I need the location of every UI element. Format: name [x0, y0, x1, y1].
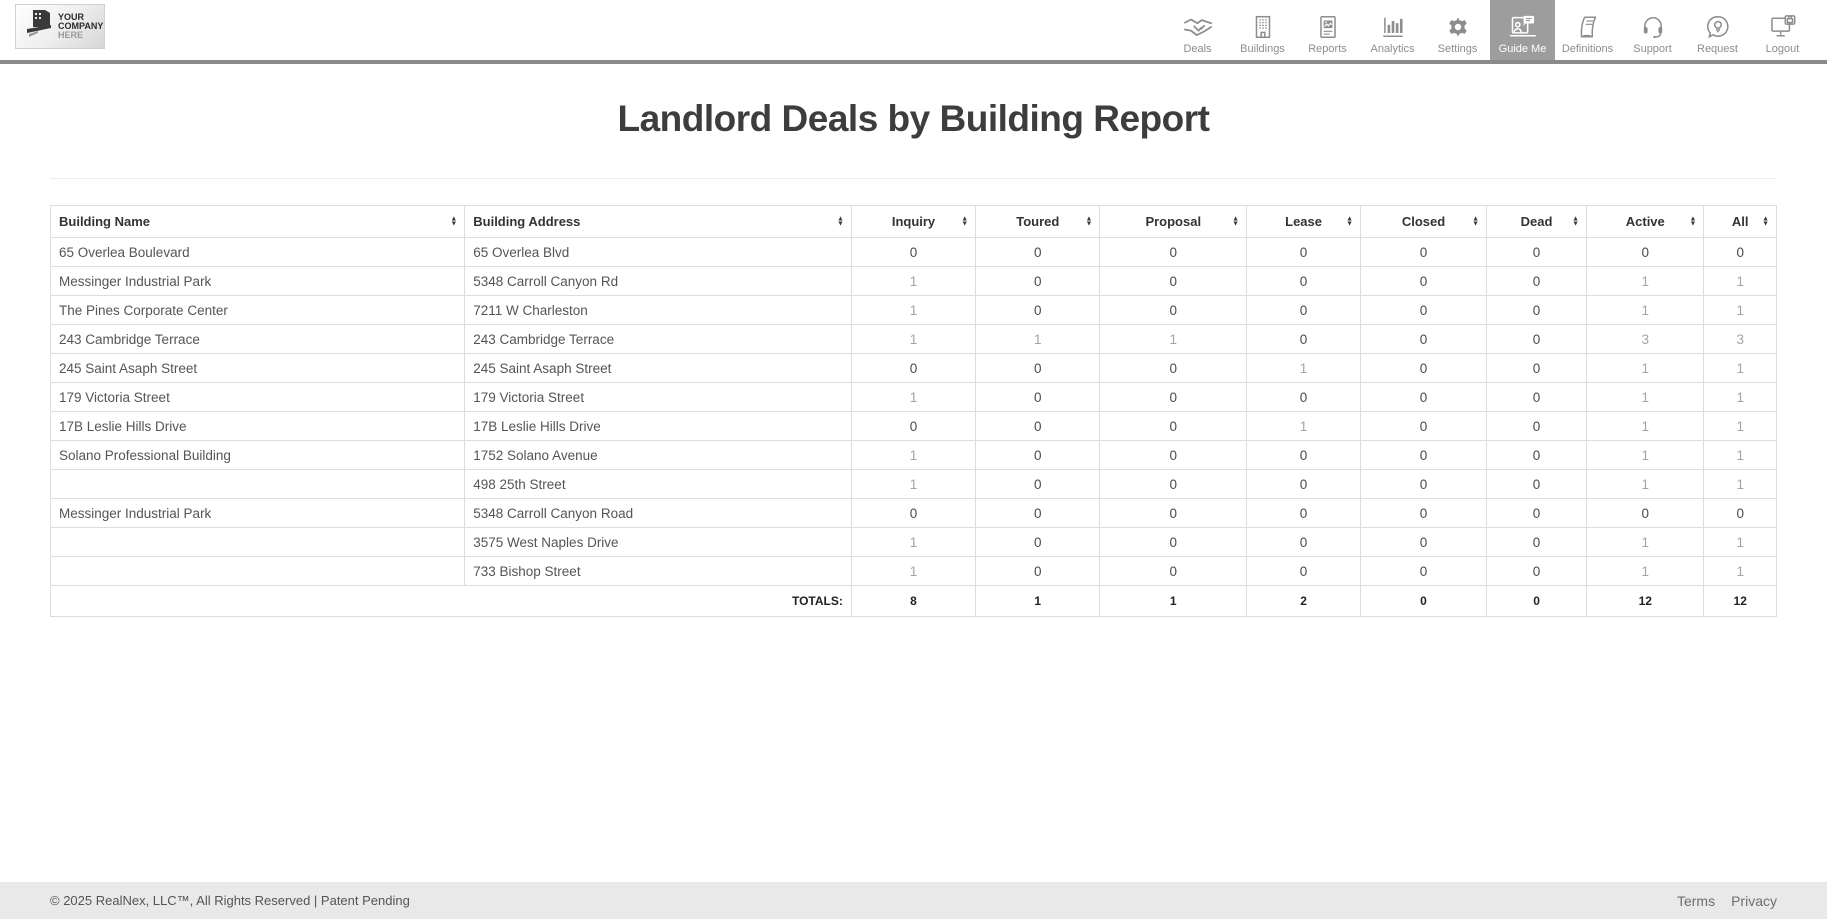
cell-all-count: 0 [1704, 238, 1777, 267]
table-row [51, 412, 1777, 441]
column-header-closed[interactable]: Closed ▲ ▼ [1361, 206, 1487, 238]
cell-active-count: 0 [1587, 499, 1704, 528]
table-row [51, 470, 1777, 499]
cell-building-name: Messinger Industrial Park [51, 499, 465, 528]
table-row [51, 557, 1777, 586]
cell-active-count[interactable] [1587, 412, 1704, 441]
cell-active-count[interactable] [1587, 441, 1704, 470]
cell-closed-count: 0 [1361, 557, 1487, 586]
table-row [51, 383, 1777, 412]
cell-closed-count: 0 [1361, 470, 1487, 499]
nav-label: Support [1633, 43, 1672, 55]
cell-building-address: 1752 Solano Avenue [465, 441, 852, 470]
cell-building-address: 243 Cambridge Terrace [465, 325, 852, 354]
cell-all-count[interactable] [1704, 412, 1777, 441]
nav-item-deals[interactable] [1165, 0, 1230, 60]
cell-inquiry-count[interactable] [851, 528, 975, 557]
deal-count-link[interactable]: 1 [1034, 331, 1042, 347]
cell-lease-count: 0 [1247, 325, 1361, 354]
deal-count-link[interactable]: 1 [1641, 273, 1650, 289]
deal-count-link[interactable]: 1 [1736, 447, 1744, 463]
book-icon [1575, 14, 1601, 40]
nav-label: Request [1697, 43, 1738, 55]
cell-building-name: Messinger Industrial Park [51, 267, 465, 296]
total-dead: 0 [1487, 586, 1587, 617]
table-row [51, 267, 1777, 296]
cell-building-name [51, 470, 465, 499]
deal-count-link[interactable]: 1 [909, 389, 918, 405]
cell-inquiry-count[interactable] [851, 557, 975, 586]
cell-active-count[interactable] [1587, 528, 1704, 557]
cell-lease-count: 0 [1247, 238, 1361, 267]
nav-item-definitions[interactable] [1555, 0, 1620, 60]
cell-active-count[interactable] [1587, 383, 1704, 412]
cell-building-name: The Pines Corporate Center [51, 296, 465, 325]
cell-closed-count: 0 [1361, 383, 1487, 412]
page-title: Landlord Deals by Building Report [617, 98, 1210, 139]
cell-lease-count: 0 [1247, 441, 1361, 470]
cell-toured-count: 0 [976, 238, 1100, 267]
privacy-link[interactable]: Privacy [1731, 892, 1777, 909]
cell-active-count[interactable] [1587, 325, 1704, 354]
table-row [51, 238, 1777, 267]
column-header-building-name[interactable]: Building Name ▲ ▼ [51, 206, 465, 238]
table-row [51, 296, 1777, 325]
cell-proposal-count: 0 [1100, 296, 1247, 325]
cell-all-count: 0 [1704, 499, 1777, 528]
cell-inquiry-count[interactable] [851, 267, 975, 296]
cell-active-count[interactable] [1587, 267, 1704, 296]
deal-count-link[interactable]: 1 [1736, 534, 1744, 550]
total-proposal: 1 [1100, 586, 1247, 617]
cell-building-name: 65 Overlea Boulevard [51, 238, 465, 267]
nav-item-buildings[interactable] [1230, 0, 1295, 60]
cell-dead-count: 0 [1487, 470, 1587, 499]
deal-count-link[interactable]: 1 [1641, 476, 1650, 492]
cell-proposal-count: 0 [1100, 557, 1247, 586]
cell-closed-count: 0 [1361, 325, 1487, 354]
deal-count-link[interactable]: 3 [1641, 331, 1650, 347]
cell-inquiry-count: 0 [851, 499, 975, 528]
deal-count-link[interactable]: 1 [1299, 360, 1308, 376]
cell-inquiry-count[interactable] [851, 296, 975, 325]
cell-closed-count: 0 [1361, 412, 1487, 441]
cell-proposal-count: 0 [1100, 354, 1247, 383]
nav-label: Buildings [1240, 43, 1285, 55]
table-row [51, 528, 1777, 557]
cell-dead-count: 0 [1487, 354, 1587, 383]
deal-count-link[interactable]: 1 [1736, 476, 1744, 492]
total-active: 12 [1587, 586, 1704, 617]
cell-inquiry-count[interactable] [851, 441, 975, 470]
cell-lease-count: 0 [1247, 557, 1361, 586]
column-header-dead[interactable]: Dead ▲ ▼ [1487, 206, 1587, 238]
column-header-all[interactable]: All ▲ ▼ [1704, 206, 1777, 238]
table-row [51, 441, 1777, 470]
cell-all-count[interactable] [1704, 296, 1777, 325]
cell-closed-count: 0 [1361, 238, 1487, 267]
cell-dead-count: 0 [1487, 441, 1587, 470]
cell-building-name: 17B Leslie Hills Drive [51, 412, 465, 441]
column-header-active[interactable]: Active ▲ ▼ [1587, 206, 1704, 238]
nav-item-request[interactable] [1685, 0, 1750, 60]
cell-inquiry-count[interactable] [851, 383, 975, 412]
sort-icon[interactable]: ▲ ▼ [1572, 215, 1580, 228]
lightbulb-bubble-icon [1705, 14, 1731, 40]
cell-proposal-count: 0 [1100, 470, 1247, 499]
column-header-building-address[interactable]: Building Address ▲ ▼ [465, 206, 852, 238]
cell-building-address: 245 Saint Asaph Street [465, 354, 852, 383]
main-nav [1165, 0, 1815, 60]
cell-all-count[interactable] [1704, 557, 1777, 586]
logo-text: YOUR COMPANY HERE [58, 12, 104, 40]
deal-count-link[interactable]: 1 [909, 273, 918, 289]
cell-all-count[interactable] [1704, 325, 1777, 354]
sort-icon[interactable]: ▲ ▼ [1689, 215, 1697, 228]
cell-inquiry-count: 0 [851, 412, 975, 441]
cell-all-count[interactable] [1704, 441, 1777, 470]
cell-proposal-count: 0 [1100, 499, 1247, 528]
cell-toured-count: 0 [976, 470, 1100, 499]
total-all: 12 [1704, 586, 1777, 617]
cell-active-count: 0 [1587, 238, 1704, 267]
column-header-lease[interactable]: Lease ▲ ▼ [1247, 206, 1361, 238]
deal-count-link[interactable]: 1 [1641, 447, 1650, 463]
cell-all-count[interactable] [1704, 470, 1777, 499]
cell-proposal-count: 0 [1100, 383, 1247, 412]
table-row [51, 354, 1777, 383]
monitor-lock-icon [1769, 14, 1797, 40]
nav-label: Logout [1765, 43, 1800, 55]
cell-toured-count: 0 [976, 412, 1100, 441]
cell-building-address: 7211 W Charleston [465, 296, 852, 325]
cell-building-name: 179 Victoria Street [51, 383, 465, 412]
cell-all-count[interactable] [1704, 528, 1777, 557]
cell-proposal-count[interactable] [1100, 325, 1247, 354]
column-header-proposal[interactable]: Proposal ▲ ▼ [1100, 206, 1247, 238]
deal-count-link[interactable]: 1 [1736, 302, 1744, 318]
cell-inquiry-count[interactable] [851, 470, 975, 499]
cell-building-name: 243 Cambridge Terrace [51, 325, 465, 354]
cell-closed-count: 0 [1361, 296, 1487, 325]
nav-label: Analytics [1370, 43, 1415, 55]
cell-toured-count: 0 [976, 441, 1100, 470]
handshake-icon [1183, 14, 1213, 40]
table-header-row [51, 206, 1777, 238]
guide-screen-icon [1509, 14, 1537, 40]
deal-count-link[interactable]: 1 [909, 476, 918, 492]
cell-proposal-count: 0 [1100, 412, 1247, 441]
cell-closed-count: 0 [1361, 441, 1487, 470]
cell-proposal-count: 0 [1100, 238, 1247, 267]
cell-active-count[interactable] [1587, 557, 1704, 586]
cell-toured-count: 0 [976, 296, 1100, 325]
table-row [51, 499, 1777, 528]
table-row [51, 325, 1777, 354]
total-inquiry: 8 [851, 586, 975, 617]
deal-count-link[interactable]: 1 [909, 331, 918, 347]
sort-icon[interactable]: ▲ ▼ [1762, 215, 1769, 228]
cell-active-count[interactable] [1587, 296, 1704, 325]
content-divider [50, 178, 1777, 179]
deal-count-link[interactable]: 1 [1736, 418, 1744, 434]
deal-count-link[interactable]: 1 [1736, 273, 1744, 289]
footer-links [1677, 893, 1777, 909]
cell-lease-count[interactable] [1247, 354, 1361, 383]
cell-dead-count: 0 [1487, 238, 1587, 267]
cell-closed-count: 0 [1361, 528, 1487, 557]
cell-dead-count: 0 [1487, 499, 1587, 528]
nav-item-analytics[interactable] [1360, 0, 1425, 60]
cell-building-name: Solano Professional Building [51, 441, 465, 470]
cell-lease-count: 0 [1247, 470, 1361, 499]
deal-count-link[interactable]: 1 [1641, 360, 1650, 376]
totals-row [51, 586, 1777, 617]
cell-dead-count: 0 [1487, 296, 1587, 325]
totals-label: TOTALS: [51, 586, 852, 617]
report-page-icon [1315, 14, 1341, 40]
deal-count-link[interactable]: 1 [909, 534, 918, 550]
deal-count-link[interactable]: 1 [909, 447, 918, 463]
nav-item-guide-me[interactable] [1490, 0, 1555, 60]
top-header [0, 0, 1827, 64]
cell-lease-count: 0 [1247, 267, 1361, 296]
deal-count-link[interactable]: 1 [1299, 418, 1308, 434]
deal-count-link[interactable]: 1 [1641, 563, 1650, 579]
cell-closed-count: 0 [1361, 354, 1487, 383]
sort-icon[interactable]: ▲ ▼ [1346, 215, 1354, 228]
deal-count-link[interactable]: 1 [1641, 534, 1650, 550]
cell-building-name [51, 528, 465, 557]
cell-active-count[interactable] [1587, 354, 1704, 383]
deal-count-link[interactable]: 1 [1736, 389, 1744, 405]
deal-count-link[interactable]: 1 [909, 563, 918, 579]
column-header-inquiry[interactable]: Inquiry ▲ ▼ [851, 206, 975, 238]
total-closed: 0 [1361, 586, 1487, 617]
cell-dead-count: 0 [1487, 412, 1587, 441]
cell-toured-count: 0 [976, 528, 1100, 557]
cell-closed-count: 0 [1361, 499, 1487, 528]
nav-item-logout[interactable] [1750, 0, 1815, 60]
bar-chart-icon [1380, 14, 1406, 40]
building-icon [1250, 14, 1276, 40]
deal-count-link[interactable]: 1 [1641, 302, 1650, 318]
total-lease: 2 [1247, 586, 1361, 617]
cell-closed-count: 0 [1361, 267, 1487, 296]
cell-building-address: 5348 Carroll Canyon Road [465, 499, 852, 528]
deal-count-link[interactable]: 1 [909, 302, 918, 318]
sort-icon[interactable]: ▲ ▼ [450, 215, 458, 228]
cell-lease-count: 0 [1247, 499, 1361, 528]
sort-icon[interactable]: ▲ ▼ [836, 215, 844, 228]
cell-building-address: 498 25th Street [465, 470, 852, 499]
cell-proposal-count: 0 [1100, 528, 1247, 557]
cell-dead-count: 0 [1487, 267, 1587, 296]
cell-all-count[interactable] [1704, 383, 1777, 412]
cell-inquiry-count: 0 [851, 238, 975, 267]
cell-building-address: 65 Overlea Blvd [465, 238, 852, 267]
cell-dead-count: 0 [1487, 383, 1587, 412]
terms-link[interactable]: Terms [1676, 892, 1716, 909]
gear-icon [1445, 14, 1471, 40]
nav-label: Settings [1437, 43, 1478, 55]
cell-dead-count: 0 [1487, 528, 1587, 557]
company-logo[interactable] [15, 4, 105, 49]
cell-lease-count: 0 [1247, 383, 1361, 412]
cell-building-address: 733 Bishop Street [465, 557, 852, 586]
deal-count-link[interactable]: 3 [1736, 331, 1744, 347]
main-content [0, 64, 1827, 882]
cell-inquiry-count[interactable] [851, 325, 975, 354]
cell-toured-count: 0 [976, 354, 1100, 383]
cell-all-count[interactable] [1704, 267, 1777, 296]
column-header-toured[interactable]: Toured ▲ ▼ [976, 206, 1100, 238]
nav-item-settings[interactable] [1425, 0, 1490, 60]
cell-building-address: 179 Victoria Street [465, 383, 852, 412]
nav-label: Guide Me [1498, 43, 1547, 55]
cell-building-name [51, 557, 465, 586]
copyright-text: © 2025 RealNex, LLC™, All Rights Reserved | Patent Pending [50, 893, 410, 908]
headset-icon [1640, 14, 1666, 40]
building-logo-icon [24, 6, 54, 47]
cell-toured-count[interactable] [976, 325, 1100, 354]
cell-proposal-count: 0 [1100, 441, 1247, 470]
cell-lease-count: 0 [1247, 528, 1361, 557]
nav-item-reports[interactable] [1295, 0, 1360, 60]
cell-lease-count: 0 [1247, 296, 1361, 325]
deal-count-link[interactable]: 1 [1641, 418, 1650, 434]
deal-count-link[interactable]: 1 [1736, 563, 1744, 579]
cell-building-address: 3575 West Naples Drive [465, 528, 852, 557]
cell-all-count[interactable] [1704, 354, 1777, 383]
nav-label: Reports [1308, 43, 1347, 55]
cell-proposal-count: 0 [1100, 267, 1247, 296]
cell-active-count[interactable] [1587, 470, 1704, 499]
nav-item-support[interactable] [1620, 0, 1685, 60]
deal-count-link[interactable]: 1 [1169, 331, 1178, 347]
nav-label: Definitions [1561, 43, 1614, 55]
cell-building-address: 17B Leslie Hills Drive [465, 412, 852, 441]
sort-icon[interactable]: ▲ ▼ [1232, 215, 1240, 228]
cell-building-address: 5348 Carroll Canyon Rd [465, 267, 852, 296]
cell-toured-count: 0 [976, 267, 1100, 296]
sort-icon[interactable]: ▲ ▼ [961, 215, 969, 228]
deal-count-link[interactable]: 1 [1641, 389, 1650, 405]
cell-inquiry-count: 0 [851, 354, 975, 383]
cell-toured-count: 0 [976, 383, 1100, 412]
sort-icon[interactable]: ▲ ▼ [1472, 215, 1479, 228]
cell-dead-count: 0 [1487, 325, 1587, 354]
cell-lease-count[interactable] [1247, 412, 1361, 441]
cell-toured-count: 0 [976, 499, 1100, 528]
deal-count-link[interactable]: 1 [1736, 360, 1744, 376]
deals-by-building-table [50, 205, 1777, 617]
page-footer [0, 882, 1827, 919]
cell-building-name: 245 Saint Asaph Street [51, 354, 465, 383]
nav-label: Deals [1183, 43, 1212, 55]
cell-toured-count: 0 [976, 557, 1100, 586]
cell-dead-count: 0 [1487, 557, 1587, 586]
sort-icon[interactable]: ▲ ▼ [1085, 215, 1093, 228]
total-toured: 1 [976, 586, 1100, 617]
